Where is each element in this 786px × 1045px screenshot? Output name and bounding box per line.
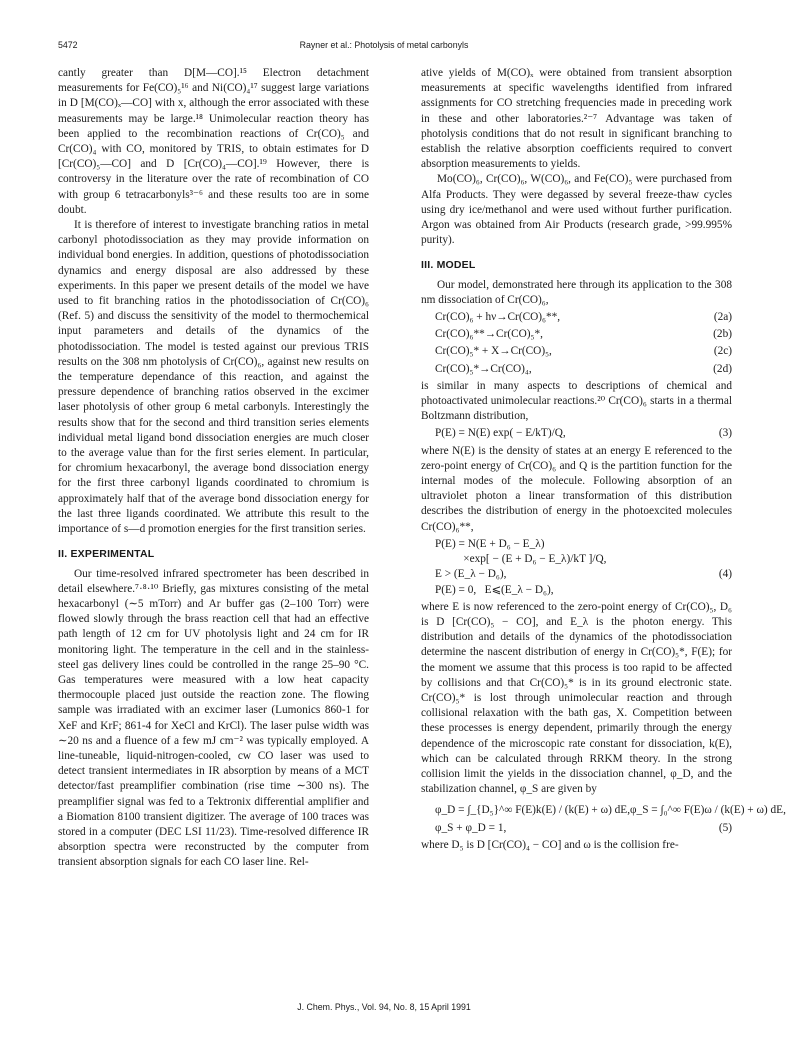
paragraph: Our time-resolved infrared spectrometer has been described in detail elsewhere.⁷·⁸·¹⁰ Briefly, gas mixtures consisting of the metal hexacarbonyl (∼5 mTorr) and Ar buffer gas (2–100 Torr) were flowed slowly through the brass reaction cell that had an effective path length of 12 cm for UV photolysis light and 24 cm for IR monitoring light. The temperature in the cell and in the stainless-steel gas delivery lines could be controlled in the range 25–90 °C. Gas temperatures were measured with a low heat capacity thermocouple placed just outside the reaction zone. The flowing sample was irradiated with an excimer laser (Lumonics 860-1 for XeF and KrF; 861-4 for XeCl and KrCl). The laser pulse width was ∼20 ns and a fluence of a few mJ cm⁻² was typically employed. A line-tuneable, liquid-nitrogen-cooled, cw CO laser was used to detect transient intermediates in IR absorption by means of a MCT detector/fast preamplifier combination (rise time ∼300 ns). The preamplifier signal was fed to a Tektronix differential amplifier and a Biomation 8100 transient digitizer. The average of 100 traces was stored in a computer (DEC LSI 11/23). Time-resolved difference IR absorption spectra were reconstructed by the computer from transient absorption signals for each CO laser line. Rel- xyxy=(58,567,369,869)
paragraph: where E is now referenced to the zero-point energy of Cr(CO)₅, D₆ is D [Cr(CO)₅ − CO], and E_λ is the photon energy. This distribution and details of the dynamics of the photodissociation determine the nascent distribution of energy in Cr(CO)₅*, F(E); for the moment we assume that this process is too rapid to be affected by collisions and that Cr(CO)₅* is in its ground electronic state. Cr(CO)₅* is lost through unimolecular reaction and through collisional relaxation with the bath gas, X. Competition between these processes is energy dependent, primarily through the energy dependence of the microscopic rate constant for dissociation, k(E), which can be calculated through RRKM theory. In the strong collision limit the yields in the dissociation channel, φ_D, and the stabilization channel, φ_S are given by xyxy=(421,600,732,796)
equation-expression: φ_S + φ_D = 1, xyxy=(435,821,507,834)
paragraph: where N(E) is the density of states at an energy E referenced to the zero-point energy of Cr(CO)₆ and Q is the partition function for the internal modes of the molecule. Following absorption of an ultraviolet photon a linear transformation of this distribution describes the distribution of energy in the photoexcited molecules Cr(CO)₆**, xyxy=(421,444,732,533)
running-title: Rayner et al.: Photolysis of metal carbonyls xyxy=(299,40,469,50)
equation-line: E > (E_λ − D₆), xyxy=(435,568,507,581)
paragraph: Mo(CO)₆, Cr(CO)₆, W(CO)₆, and Fe(CO)₅ were purchased from Alfa Products. They were degassed by several freeze-thaw cycles using dry ice/methanol and were used without further purification. Argon was obtained from Air Products (research grade, >99.995% purity). xyxy=(421,173,732,247)
equation-number: (2d) xyxy=(713,362,732,375)
equation-2b xyxy=(421,327,732,342)
paragraph: Our model, demonstrated here through its application to the 308 nm dissociation of Cr(CO)₆, xyxy=(421,278,732,306)
equation-number: (3) xyxy=(718,427,732,440)
equation-expression: Cr(CO)₅*→Cr(CO)₄, xyxy=(435,362,532,375)
equation-expression: P(E) = N(E) exp( − E/kT)/Q, xyxy=(435,427,566,440)
equation-2d xyxy=(421,362,732,377)
page-number: 5472 xyxy=(58,40,78,50)
paragraph: ative yields of M(CO)ₓ were obtained from transient absorption measurements at specific wavelengths identified from infrared assignments for CO stretching frequencies made in preceding work in these and other laboratories.²⁻⁷ Advantage was taken of photolysis conditions that do not result in significant branching to establish the relative absorption coefficients required to convert absorption measurements to yields. xyxy=(421,67,732,171)
equation-5-sum xyxy=(421,821,732,836)
equation-line: P(E) = 0, E⩽(E_λ − D₆), xyxy=(435,583,554,596)
equation-5 xyxy=(421,803,786,818)
paragraph: is similar in many aspects to descriptions of chemical and photoactivated unimolecular reactions.²⁰ Cr(CO)₆ starts in a thermal Boltzmann distribution, xyxy=(421,379,732,423)
section-heading: II. EXPERIMENTAL xyxy=(58,548,155,561)
equation-phi-s: φ_S = ∫₀^∞ F(E)ω / (k(E) + ω) dE, xyxy=(630,804,786,817)
equation-line: P(E) = N(E + D₆ − E_λ) xyxy=(435,537,545,550)
equation-number: (2b) xyxy=(713,328,732,341)
equation-3 xyxy=(421,426,732,441)
equation-number: (4) xyxy=(718,568,732,581)
equation-number: (2c) xyxy=(713,345,732,358)
page-footer: J. Chem. Phys., Vol. 94, No. 8, 15 April 1991 xyxy=(297,1002,471,1012)
paragraph: cantly greater than D[M—CO].¹⁵ Electron detachment measurements for Fe(CO)₅¹⁶ and Ni(CO)₄¹⁷ suggest large variations in D [M(CO)ₓ—CO] with x, although the error associated with these measurements may be large.¹⁸ Unimolecular reaction theory has been applied to the recombination reactions of Cr(CO)₅ and Cr(CO)₄ with CO, monitored by TRIS, to obtain estimates for D [Cr(CO)₅—CO] and D [Cr(CO)₄—CO].¹⁹ However, there is controversy in the literature over the rate of recombination of CO with group 6 tetracarbonyls³⁻⁶ and these results too are in some doubt. xyxy=(58,67,369,216)
left-column xyxy=(58,66,369,871)
right-column xyxy=(421,66,786,853)
equation-expression: Cr(CO)₅* + X→Cr(CO)₅, xyxy=(435,345,552,358)
page-header xyxy=(58,40,710,54)
equation-expression: Cr(CO)₆ + hν→Cr(CO)₆**, xyxy=(435,311,561,324)
paragraph: It is therefore of interest to investigate branching ratios in metal carbonyl photodissociation as they may provide information on individual bond energies. In addition, questions of photodissociation dynamics and energy disposal are also addressed by these experiments. In this paper we present details of the model we have used to fit branching ratios in the photodissociation of Cr(CO)₆ (Ref. 5) and discuss the sensitivity of the model to thermochemical input parameters and details of the dynamics of the photodissociation. The model is tested against our previous TRIS results on the 308 nm photolysis of Cr(CO)₆, against new results on the temperature dependance of this reaction, and against the pressure dependence of branching ratios observed in the excimer laser photolysis of other group 6 metal carbonyls. Interestingly the results show that for the second and third transition series elements individual metal ligand bond dissociation energies are much closer to the average value than for the first series element. In particular, for chromium hexacarbonyl, the average bond dissociation energy for the first three carbonyl ligands coordinated to chromium is approximately half that of the average bond dissociation energy for the last three ligands coordinated. We attribute this result to the importance of s—d promotion energies for the first transition series. xyxy=(58,219,369,536)
equation-line: ×exp[ − (E + D₆ − E_λ)/kT ]/Q, xyxy=(435,553,607,566)
paragraph: where D₅ is D [Cr(CO)₄ − CO] and ω is the collision fre- xyxy=(421,838,679,851)
equation-phi-d: φ_D = ∫_{D₅}^∞ F(E)k(E) / (k(E) + ω) dE, xyxy=(435,804,631,817)
equation-2a xyxy=(421,310,732,325)
equation-number: (5) xyxy=(718,821,732,834)
equation-number: (2a) xyxy=(713,311,732,324)
section-heading: III. MODEL xyxy=(421,259,476,272)
equation-expression: Cr(CO)₆**→Cr(CO)₅*, xyxy=(435,328,543,341)
equation-2c xyxy=(421,344,732,359)
equation-4 xyxy=(421,537,732,598)
